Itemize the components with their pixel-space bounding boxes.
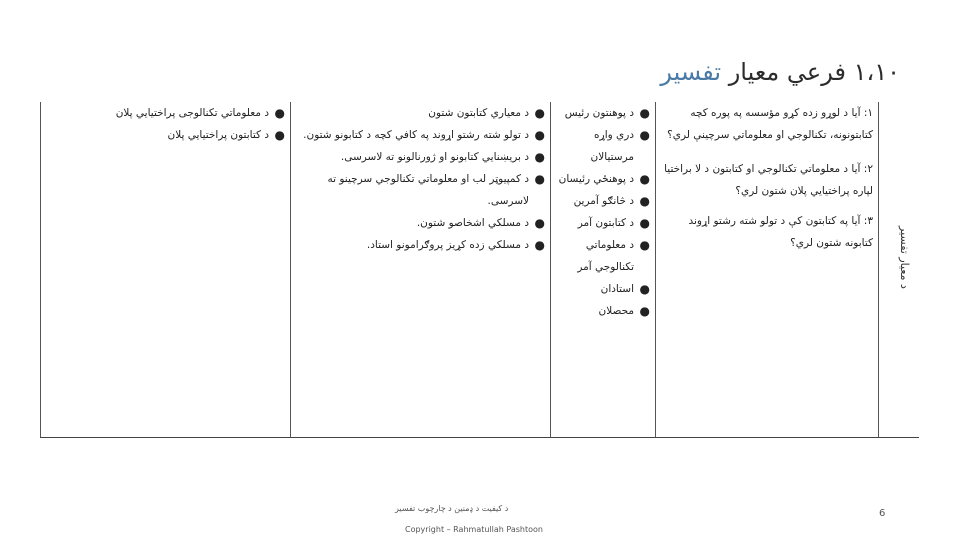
bullet-icon: ● bbox=[639, 194, 650, 208]
list-item: ● د پوهنتون رئيس bbox=[551, 102, 656, 124]
bullet-icon: ● bbox=[639, 172, 650, 186]
list-item: ● د مسلکي زده کړيز پروګرامونو استاد. bbox=[291, 234, 551, 256]
side-label: د معيار تفسير bbox=[898, 225, 911, 289]
services-column bbox=[290, 102, 551, 437]
list-item: ● استادان bbox=[551, 278, 656, 300]
title-number: ۱،۱۰ bbox=[853, 58, 900, 86]
slide-title bbox=[660, 58, 900, 86]
bullet-icon: ● bbox=[534, 128, 545, 142]
bullet-icon: ● bbox=[639, 216, 650, 230]
page-number: 6 bbox=[879, 508, 886, 519]
title-main: فرعي معيار bbox=[728, 58, 846, 86]
list-item: ● د تولو شته رشتو اړوند په کافي کچه د کتابونو شتون. bbox=[291, 124, 551, 146]
list-item: ● دري واړه مرستيالان bbox=[551, 124, 656, 168]
bullet-icon: ● bbox=[534, 150, 545, 164]
side-label-column bbox=[878, 102, 920, 437]
bullet-icon: ● bbox=[274, 106, 285, 120]
list-item: ● د کتابتون پراختيايي پلان bbox=[41, 124, 291, 146]
bullet-icon: ● bbox=[639, 282, 650, 296]
bullet-icon: ● bbox=[534, 216, 545, 230]
title-accent: تفسیر bbox=[660, 58, 722, 86]
list-item: ● د کمپيوټر لب او معلوماتي تکنالوجي سرچينو ته لاسرسی. bbox=[291, 168, 551, 212]
list-item: ● د معلوماتي تکنالوجی پراختيايي پلان bbox=[41, 102, 291, 124]
list-item: ● محصلان bbox=[551, 300, 656, 322]
bullet-icon: ● bbox=[534, 172, 545, 186]
list-item: ● د معياري کتابتون شتون bbox=[291, 102, 551, 124]
list-item: ● د څانګو آمرين bbox=[551, 190, 656, 212]
criteria-table bbox=[40, 102, 919, 438]
footer-text: د کیفیت د ډمنین د چارچوب تفسیر bbox=[395, 504, 509, 513]
question-item: ۳: آيا په کتابتون کې د تولو شته رشتو اړوند کتابونه شتون لري؟ bbox=[688, 215, 873, 249]
copyright: Copyright – Rahmatullah Pashtoon bbox=[405, 525, 543, 534]
stakeholders-column bbox=[550, 102, 656, 437]
bullet-icon: ● bbox=[639, 238, 650, 252]
bullet-icon: ● bbox=[639, 128, 650, 142]
plans-column bbox=[40, 102, 291, 437]
bullet-icon: ● bbox=[639, 106, 650, 120]
bullet-icon: ● bbox=[534, 238, 545, 252]
bullet-icon: ● bbox=[274, 128, 285, 142]
list-item: ● د معلوماتي تکنالوجي آمر bbox=[551, 234, 656, 278]
questions-column bbox=[655, 102, 879, 437]
question-item: ۱: آيا د لوړو زده کړو مؤسسه په پوره کچه کتابتونونه، تکنالوجي او معلوماتي سرچينې لري؟ bbox=[667, 107, 873, 141]
question-item: ۲: آيا د معلوماتي تکنالوجي او کتابتون د لا براختيا لپاره پراختيايي پلان شتون لري؟ bbox=[664, 163, 873, 197]
bullet-icon: ● bbox=[639, 304, 650, 318]
list-item: ● د مسلکي اشخاصو شتون. bbox=[291, 212, 551, 234]
list-item: ● د کتابتون آمر bbox=[551, 212, 656, 234]
list-item: ● د پوهنځي رئيسان bbox=[551, 168, 656, 190]
bullet-icon: ● bbox=[534, 106, 545, 120]
list-item: ● د بريښنايي کتابونو او ژورنالونو ته لاسرسی. bbox=[291, 146, 551, 168]
